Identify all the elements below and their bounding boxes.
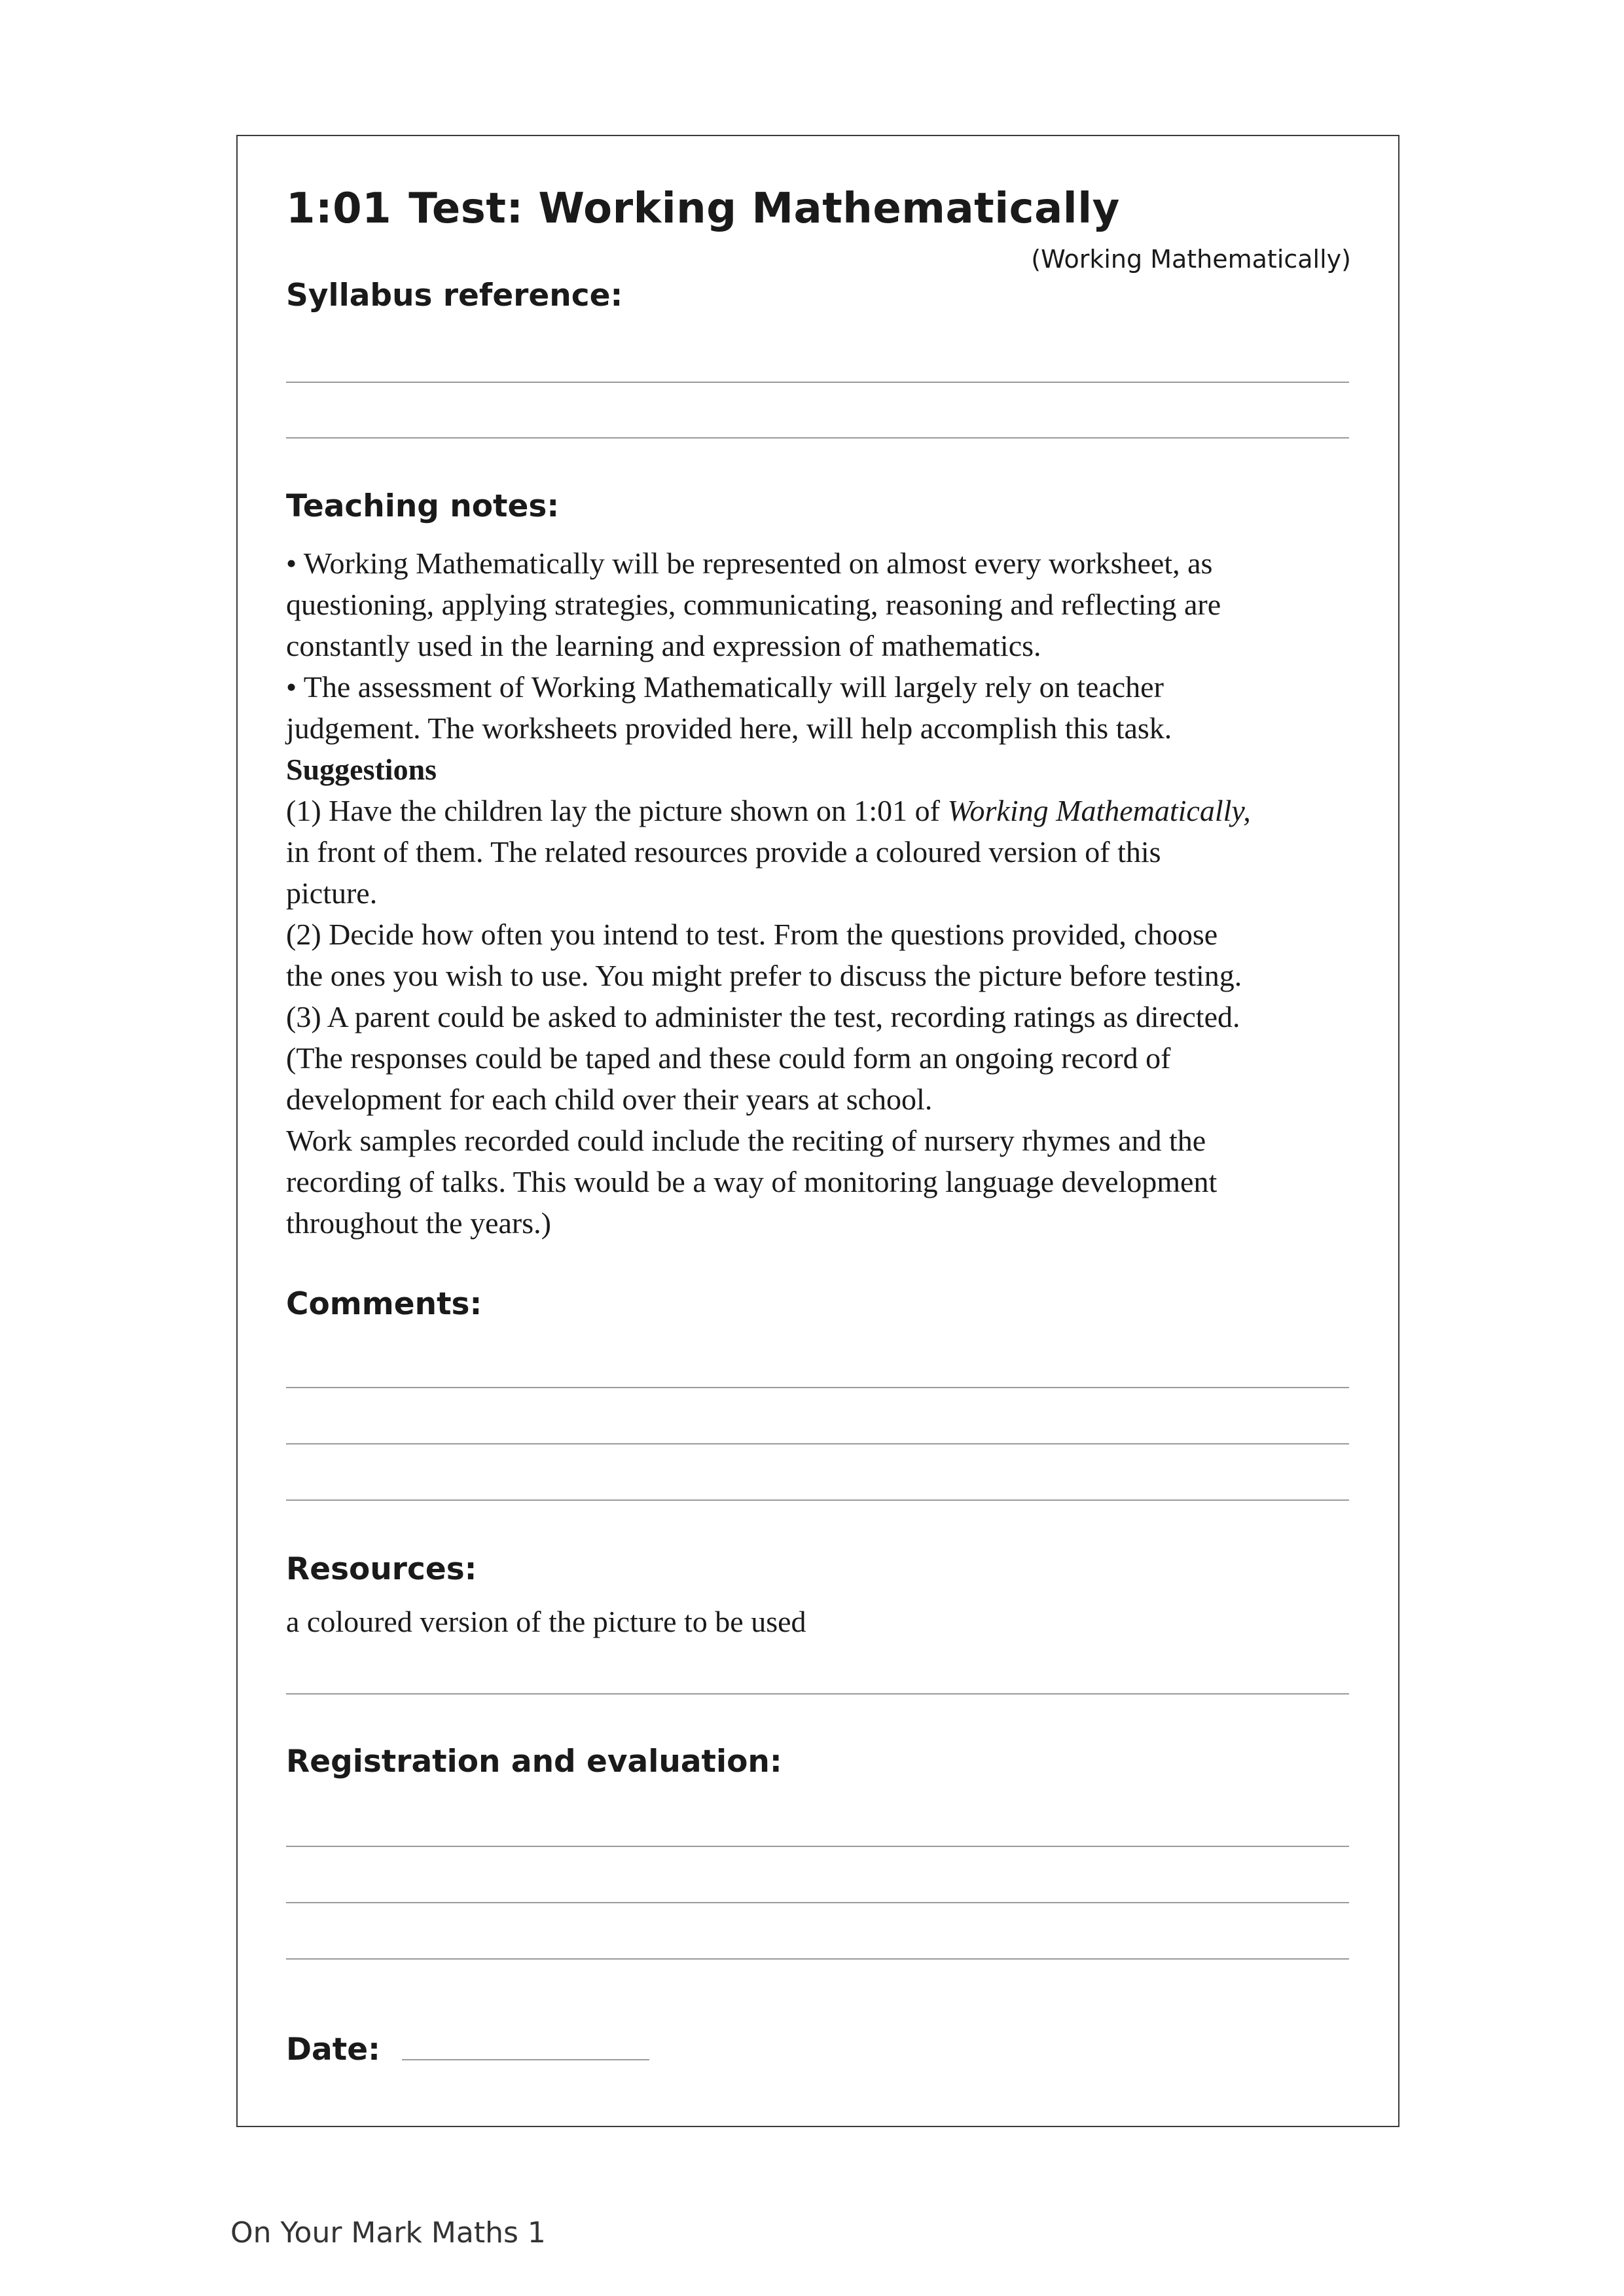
note-line: constantly used in the learning and expression of mathematics. [286, 629, 1041, 662]
footer-book-title: On Your Mark Maths 1 [230, 2216, 546, 2250]
registration-line-1 [286, 1846, 1349, 1847]
note-line: (The responses could be taped and these could form an ongoing record of [286, 1041, 1171, 1075]
comments-heading: Comments: [286, 1286, 482, 1322]
note-line [286, 790, 1360, 831]
note-line: development for each child over their years at school. [286, 1083, 933, 1116]
resources-heading: Resources: [286, 1551, 477, 1587]
comments-line-1 [286, 1387, 1349, 1388]
date-line [402, 2059, 649, 2060]
book-title-italic: Working Mathematically, [947, 794, 1251, 827]
syllabus-reference-heading: Syllabus reference: [286, 278, 623, 314]
note-line: • Working Mathematically will be represented on almost every worksheet, as [286, 547, 1213, 580]
suggestion-1-text: (1) Have the children lay the picture shown on 1:01 of [286, 794, 948, 827]
note-line: questioning, applying strategies, communicating, reasoning and reflecting are [286, 588, 1221, 621]
note-line: picture. [286, 876, 378, 910]
comments-line-3 [286, 1499, 1349, 1501]
registration-line-2 [286, 1902, 1349, 1903]
suggestions-heading: Suggestions [286, 753, 437, 786]
worksheet-title: Test: Working Mathematically [408, 185, 1120, 233]
syllabus-line-2 [286, 437, 1349, 439]
note-line: (2) Decide how often you intend to test. From the questions provided, choose [286, 918, 1218, 951]
note-line: (3) A parent could be asked to administer the test, recording ratings as directed. [286, 1000, 1240, 1033]
date-label: Date: [286, 2032, 380, 2068]
comments-line-2 [286, 1443, 1349, 1444]
worksheet-number: 1:01 [286, 185, 392, 233]
registration-evaluation-heading: Registration and evaluation: [286, 1744, 782, 1780]
note-line: in front of them. The related resources provide a coloured version of this [286, 835, 1161, 869]
registration-line-3 [286, 1958, 1349, 1960]
note-line: judgement. The worksheets provided here, will help accomplish this task. [286, 711, 1172, 745]
page-title [286, 185, 1120, 233]
note-line: • The assessment of Working Mathematically will largely rely on teacher [286, 670, 1164, 704]
note-line: recording of talks. This would be a way of monitoring language development [286, 1165, 1218, 1198]
strand-label: (Working Mathematically) [1031, 245, 1351, 274]
resources-text: a coloured version of the picture to be used [286, 1605, 806, 1638]
syllabus-line-1 [286, 382, 1349, 383]
note-line: Work samples recorded could include the reciting of nursery rhymes and the [286, 1124, 1206, 1157]
teaching-notes-body [286, 543, 1360, 1244]
note-line: the ones you wish to use. You might prefer to discuss the picture before testing. [286, 959, 1242, 992]
resources-line [286, 1693, 1349, 1695]
note-line: throughout the years.) [286, 1206, 551, 1240]
teaching-notes-heading: Teaching notes: [286, 488, 560, 524]
